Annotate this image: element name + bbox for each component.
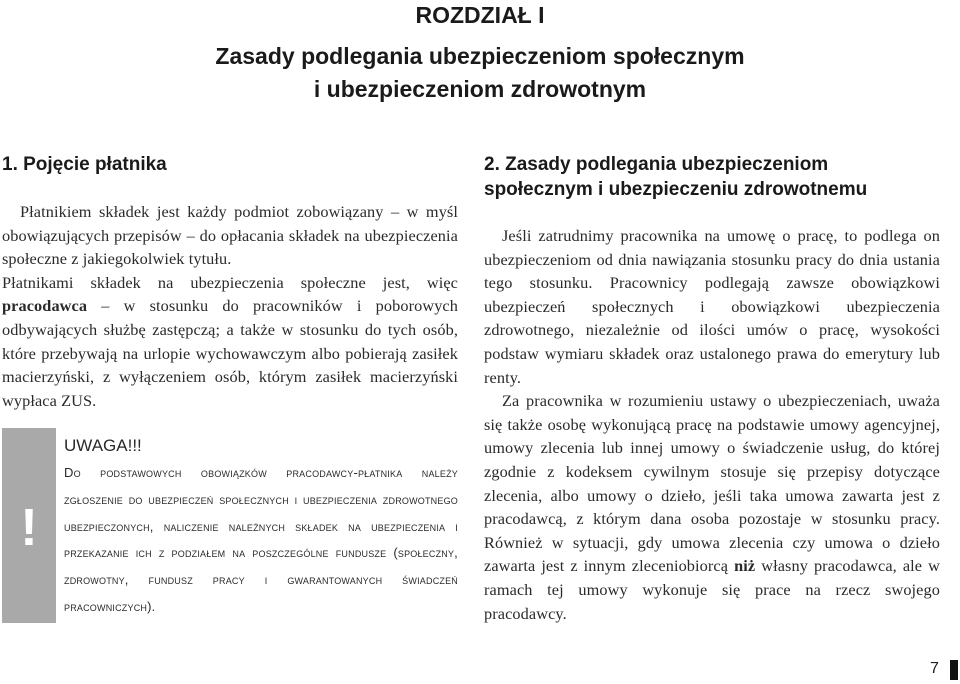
chapter-title-line-1: Zasady podlegania ubezpieczeniom społecznym	[215, 43, 745, 69]
warning-text: Do podstawowych obowiązków pracodawcy-płatnika należy zgłoszenie do ubezpieczeń społecznych i ubezpieczenia zdrowotnego ubezpieczonych, naliczenie należnych składek na ubezpieczenia i przekazanie ich z podziałem na poszczególne fundusze (społeczny, zdrowotny, fundusz pracy i gwarantowanych świadczeń pracowniczych).	[64, 465, 458, 614]
chapter-label: ROZDZIAŁ I	[415, 2, 545, 28]
section-1-paragraph-1: Płatnikiem składek jest każdy podmiot zobowiązany – w myśl obowiązujących przepisów – do opłacania składek na ubezpieczenia społeczne z jakiegokolwiek tytułu.	[2, 202, 458, 269]
section-1-paragraph-2-start: Płatnikami składek na ubezpieczenia społeczne jest, więc	[2, 272, 458, 292]
section-2-paragraph-2-start: Za pracownika w rozumieniu ustawy o ubezpieczeniach, uważa się także osobę wykonującą pracę na podstawie umowy agencyjnej, umowy zlecenia lub innej umowy o świadczenie usług, do której zgodnie z kodeksem cywilnym stosuje się przepisy dotyczące zlecenia, albo umowy o dzieło, jeśli taka umowa zawarta jest z pracodawcą, z którym dana osoba pozostaje w stosunku pracy. Również w sytuacji, gdy umowa zlecenia czy umowa o dzieło zawarta jest z innym zleceniobiorcą	[484, 391, 940, 576]
section-1-heading: 1. Pojęcie płatnika	[2, 154, 167, 175]
warning-box	[2, 428, 56, 623]
chapter-title	[100, 40, 860, 106]
page-number: 7	[930, 660, 939, 677]
section-2-body	[484, 224, 940, 625]
section-1-paragraph-2-end: – w stosunku do pracowników i poborowych odbywających służbę zastępczą; a także w stosunku do tych osób, które przebywają na urlopie wychowawczym albo pobierają zasiłek macierzyński, z wyłączeniem osób, którym zasiłek macierzyński wypłaca ZUS.	[2, 296, 458, 410]
pracodawca-term: pracodawca	[2, 296, 88, 316]
section-1-paragraph-2	[2, 271, 458, 413]
section-2-paragraph-1: Jeśli zatrudnimy pracownika na umowę o pracę, to podlega on ubezpieczeniom od dnia nawiązania stosunku pracy do dnia ustania tego stosunku. Pracownicy podlegają zawsze obowiązkowi ubezpieczeń społecznych i obowiązkowi ubezpieczenia zdrowotnego, niezależnie od ilości umów o pracę, wysokości podstaw wymiaru składek oraz ustalonego prawa do emerytury lub renty.	[484, 226, 940, 387]
chapter-title-line-2: i ubezpieczeniom zdrowotnym	[313, 76, 647, 102]
warning-title: UWAGA!!!	[64, 436, 142, 455]
section-1-body	[2, 200, 458, 412]
niz-term: niż	[734, 556, 756, 576]
page-marker-bar	[950, 660, 958, 680]
section-2-paragraph-2	[484, 389, 940, 625]
section-2-heading	[484, 152, 954, 202]
section-2-heading-line-1: 2. Zasady podlegania ubezpieczeniom	[484, 154, 829, 175]
section-2-paragraph-2-end: własny pracodawca, ale w ramach tej umowy wykonuje się prace na rzecz swojego pracodawcy.	[484, 556, 940, 623]
exclamation-icon: !	[20, 499, 38, 557]
section-2-heading-line-2: społecznym i ubezpieczeniu zdrowotnemu	[484, 179, 868, 200]
